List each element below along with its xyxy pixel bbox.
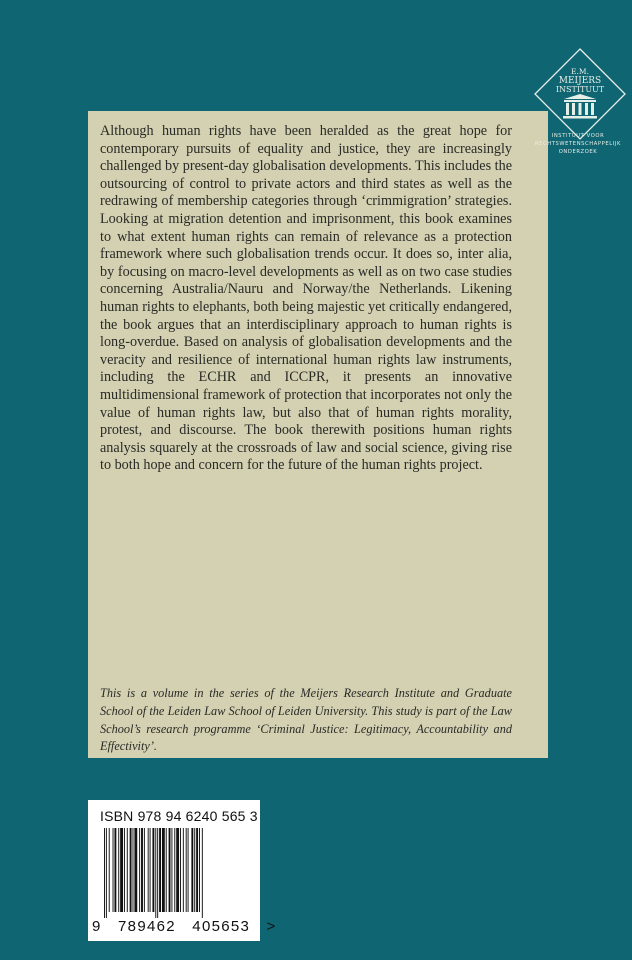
back-cover-blurb: Although human rights have been heralded as the great hope for contemporary pursuits of equality and justice, they are increasingly challenged by present-day globalisation developments. This includes the outsourcing of control to private actors and third states as well as the redrawing of membership categories through ‘crimmigration’ strategies. Looking at migration detention and imprisonment, this book examines to what extent human rights can remain of relevance as a protection framework where such globalisation trends occur. It does so, inter alia, by focusing on macro-level developments as well as on two case studies concerning Australia/Nauru and Norway/the Netherlands. Likening human rights to elephants, both being majestic yet critically endangered, the book argues that an interdisciplinary approach to human rights is long-overdue. Based on analysis of globalisation developments and the veracity and resilience of international human rights law instruments, including the ECHR and ICCPR, it presents an innovative multidimensional framework of protection that incorporates not only the value of human rights law, but also that of human rights morality, protest, and discourse. The book therewith positions human rights analysis squarely at the crossroads of law and social science, giving rise to both hope and concern for the future of the human rights project.	[100, 123, 512, 474]
logo-caption: INSTITUUT VOOR RECHTSWETENSCHAPPELIJK ONDERZOEK	[534, 133, 622, 155]
meijers-institute-logo	[533, 47, 627, 141]
barcode-digits: 9 789462 405653 >	[92, 918, 277, 935]
barcode-icon	[104, 828, 250, 918]
logo-line-2: MEIJERS	[558, 76, 602, 86]
series-note: This is a volume in the series of the Meijers Research Institute and Graduate School of the Leiden Law School of Leiden University. This study is part of the Law School’s research programme ‘Criminal Justice: Legitimacy, Accountability and Effectivity’.	[100, 686, 512, 754]
column-building-icon	[563, 94, 597, 119]
logo-line-3: INSTITUUT	[555, 85, 605, 94]
isbn-label: ISBN 978 94 6240 565 3	[100, 808, 258, 824]
logo-line-1: E.M.	[571, 67, 589, 76]
